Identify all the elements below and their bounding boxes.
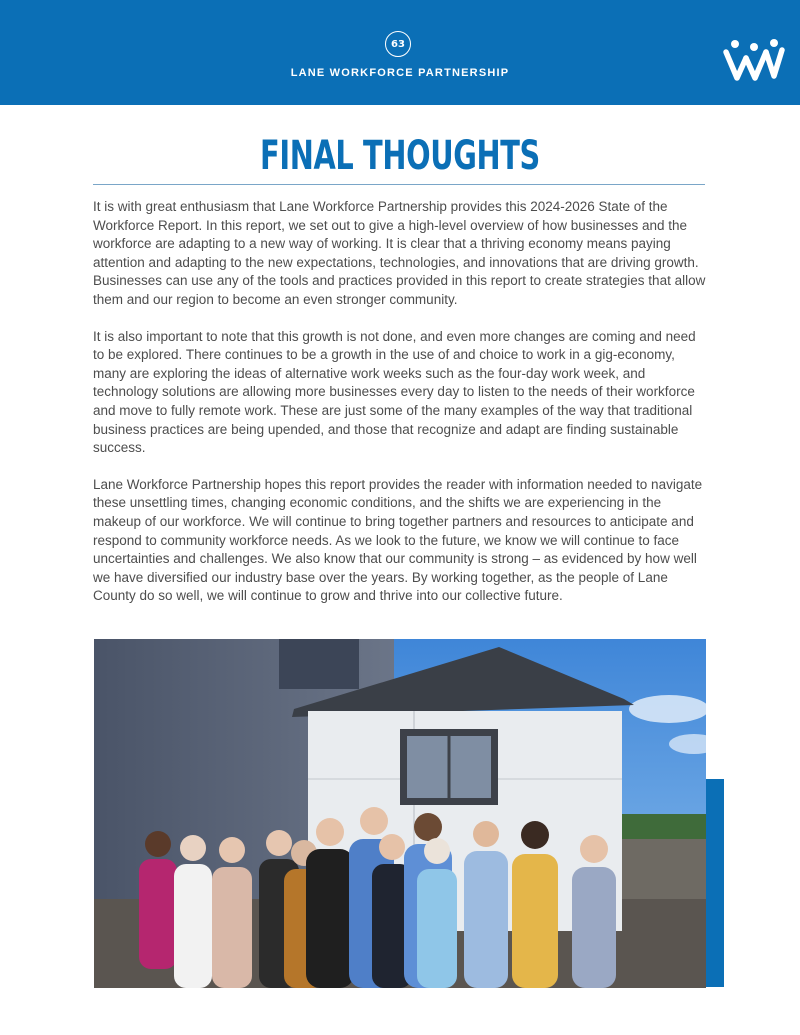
organization-name: LANE WORKFORCE PARTNERSHIP [290, 67, 510, 79]
page-header [0, 0, 800, 105]
page-number-badge: 63 [385, 31, 411, 57]
body-text [93, 198, 709, 624]
title-divider [93, 184, 705, 185]
paragraph: Lane Workforce Partnership hopes this report provides the reader with information needed to navigate these unsettling times, changing economic conditions, and the shifts we are experiencing in the makeup of our workforce. We will continue to bring together partners and resources to anticipate and respond to community workforce needs. As we look to the future, we know we will continue to face uncertainties and challenges. We also know that our community is strong – as evidenced by how well we have diversified our industry base over the years. By working together, as the people of Lane County do so well, we will continue to grow and thrive into our collective future. [93, 476, 703, 604]
lane-workforce-logo-icon [722, 38, 786, 88]
accent-bar [706, 779, 724, 987]
paragraph: It is also important to note that this growth is not done, and even more changes are coming and need to be explored. There continues to be a growth in the use of and choice to work in a gig-economy, many are exploring the ideas of alternative work weeks such as the four-day work week, and technology solutions are allowing more businesses every day to listen to the needs of their workforce and move to fully remote work. These are just some of the many examples of the way that traditional business practices are being upended, and those that recognize and adapt are finding sustainable success. [93, 328, 696, 456]
page-title: FINAL THOUGHTS [260, 133, 540, 179]
paragraph: It is with great enthusiasm that Lane Workforce Partnership provides this 2024-2026 State of the Workforce Report. In this report, we set out to give a high-level overview of how businesses and the workforce are adapting to a new way of working. It is clear that a thriving economy means paying attention and adapting to the new expectations, technologies, and innovations that are driving growth. Businesses can use any of the tools and practices provided in this report to create strategies that allow them and our region to become an even stronger community. [93, 199, 706, 307]
group-photo [94, 639, 706, 988]
